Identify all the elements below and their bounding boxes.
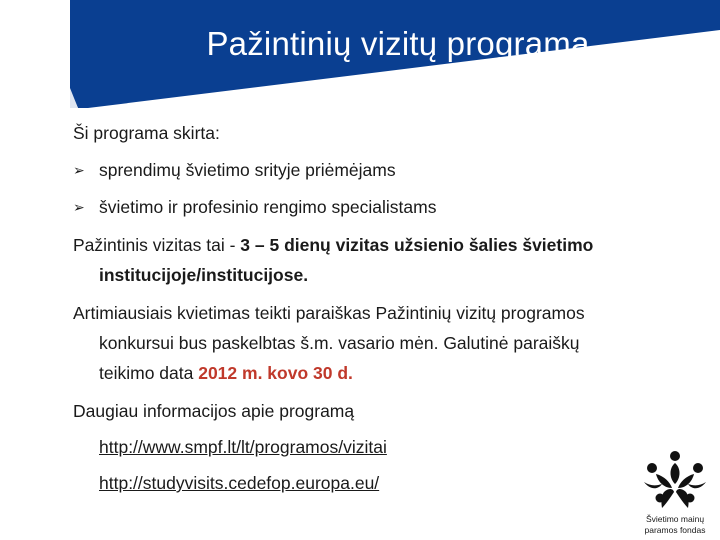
bullet-item [73,155,673,185]
smpf-link[interactable]: http://www.smpf.lt/lt/programos/vizitai [99,437,387,457]
more-info-text: Daugiau informacijos apie programą [73,401,355,421]
cedefop-link[interactable]: http://studyvisits.cedefop.europa.eu/ [99,473,380,493]
call-line-2: konkursui bus paskelbtas š.m. vasario mėn. Galutinė paraiškų [99,333,580,353]
visit-definition [73,230,673,260]
bullet-text: švietimo ir profesinio rengimo specialistams [99,197,437,217]
page-title: Pažintinių vizitų programa [206,25,590,62]
visit-bold-line2: institucijoje/institucijose. [99,265,309,285]
logo-text-line2: paramos fondas [644,525,706,535]
main-content [73,118,673,498]
arrow-bullet-icon: ➢ [73,199,85,215]
visit-bold-line1: 3 – 5 dienų vizitas užsienio šalies švietimo [240,235,594,255]
bullet-text: sprendimų švietimo srityje priėmėjams [99,160,396,180]
link-row [73,468,673,498]
header-band [0,0,720,108]
bullet-item [73,192,673,222]
visit-prefix: Pažintinis vizitas tai - [73,235,241,255]
call-line-1: Artimiausiais kvietimas teikti paraiškas Pažintinių vizitų programos [73,303,585,323]
call-line-3 [73,358,673,388]
organization-logo [636,448,714,540]
call-line-3-prefix: teikimo data [99,363,199,383]
logo-text-line1: Švietimo mainų [645,514,705,524]
intro-text: Ši programa skirta: [73,123,220,143]
arrow-bullet-icon: ➢ [73,162,85,178]
link-row [73,432,673,462]
call-deadline: 2012 m. kovo 30 d. [198,363,353,383]
visit-definition-cont [73,260,673,290]
people-circle-logo-icon [636,448,714,514]
